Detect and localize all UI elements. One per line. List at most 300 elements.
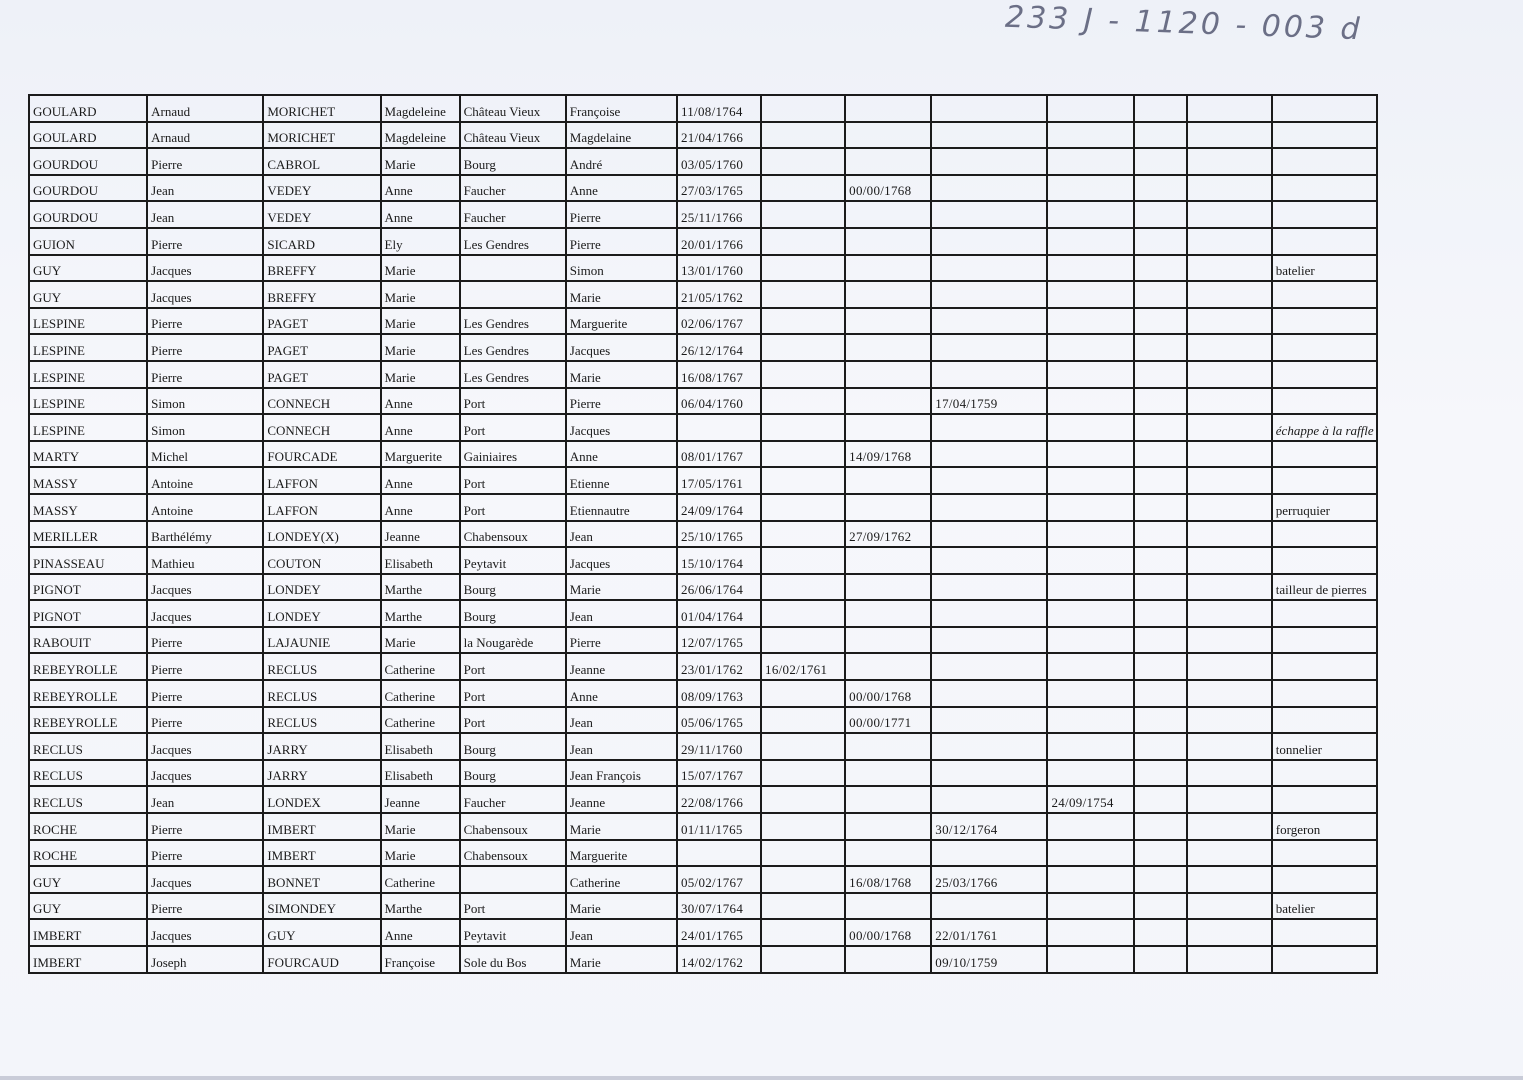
- cell-mother-firstname: Marguerite: [381, 441, 460, 468]
- cell-date-1: 27/03/1765: [677, 175, 761, 202]
- cell-date-5: [1047, 707, 1133, 734]
- cell-note: [1272, 760, 1377, 787]
- table-row: [29, 201, 1377, 228]
- cell-mother-surname: LONDEY: [263, 600, 380, 627]
- cell-child-firstname: Pierre: [566, 201, 677, 228]
- cell-date-2: [761, 840, 845, 867]
- cell-father-firstname: Pierre: [147, 893, 263, 920]
- cell-date-3: [845, 388, 931, 415]
- cell-father-surname: GOULARD: [29, 122, 147, 149]
- cell-mother-firstname: Anne: [381, 414, 460, 441]
- cell-date-2: [761, 467, 845, 494]
- cell-father-surname: MERILLER: [29, 521, 147, 548]
- cell-child-firstname: André: [566, 148, 677, 175]
- cell-father-firstname: Joseph: [147, 946, 263, 973]
- cell-date-3: [845, 600, 931, 627]
- table-row: [29, 361, 1377, 388]
- cell-place: Bourg: [460, 600, 566, 627]
- cell-father-surname: GOULARD: [29, 95, 147, 122]
- cell-extra-1: [1134, 467, 1187, 494]
- cell-place: Château Vieux: [460, 122, 566, 149]
- cell-extra-1: [1134, 122, 1187, 149]
- cell-date-4: [931, 467, 1047, 494]
- cell-extra-2: [1187, 840, 1272, 867]
- cell-date-2: [761, 414, 845, 441]
- cell-extra-2: [1187, 414, 1272, 441]
- cell-mother-surname: LAFFON: [263, 467, 380, 494]
- cell-father-firstname: Simon: [147, 414, 263, 441]
- cell-father-firstname: Jean: [147, 201, 263, 228]
- cell-date-5: [1047, 919, 1133, 946]
- cell-date-5: [1047, 840, 1133, 867]
- cell-date-4: [931, 733, 1047, 760]
- cell-mother-firstname: Marie: [381, 148, 460, 175]
- cell-child-firstname: Marie: [566, 813, 677, 840]
- cell-date-1: 16/08/1767: [677, 361, 761, 388]
- cell-mother-firstname: Ely: [381, 228, 460, 255]
- cell-extra-2: [1187, 919, 1272, 946]
- cell-mother-firstname: Elisabeth: [381, 760, 460, 787]
- cell-date-1: [677, 414, 761, 441]
- cell-extra-1: [1134, 521, 1187, 548]
- cell-mother-surname: IMBERT: [263, 840, 380, 867]
- cell-note: [1272, 680, 1377, 707]
- archive-reference: 233 J - 1120 - 003 d: [1004, 0, 1364, 48]
- cell-date-5: [1047, 308, 1133, 335]
- cell-date-4: [931, 361, 1047, 388]
- cell-date-1: 15/07/1767: [677, 760, 761, 787]
- cell-mother-firstname: Anne: [381, 175, 460, 202]
- cell-note: forgeron: [1272, 813, 1377, 840]
- cell-extra-2: [1187, 574, 1272, 601]
- cell-place: Peytavit: [460, 547, 566, 574]
- cell-child-firstname: Jacques: [566, 414, 677, 441]
- cell-date-5: [1047, 228, 1133, 255]
- cell-father-surname: MASSY: [29, 467, 147, 494]
- cell-extra-1: [1134, 228, 1187, 255]
- cell-father-surname: LESPINE: [29, 414, 147, 441]
- cell-child-firstname: Anne: [566, 680, 677, 707]
- cell-date-1: 13/01/1760: [677, 255, 761, 282]
- cell-mother-firstname: Marie: [381, 627, 460, 654]
- cell-mother-surname: COUTON: [263, 547, 380, 574]
- cell-child-firstname: Pierre: [566, 388, 677, 415]
- cell-note: [1272, 627, 1377, 654]
- cell-place: Chabensoux: [460, 521, 566, 548]
- cell-place: Les Gendres: [460, 361, 566, 388]
- cell-date-5: [1047, 414, 1133, 441]
- cell-date-5: [1047, 255, 1133, 282]
- cell-mother-surname: CONNECH: [263, 388, 380, 415]
- cell-note: [1272, 122, 1377, 149]
- cell-mother-surname: LAJAUNIE: [263, 627, 380, 654]
- cell-note: [1272, 653, 1377, 680]
- cell-extra-2: [1187, 786, 1272, 813]
- cell-father-surname: RABOUIT: [29, 627, 147, 654]
- cell-extra-1: [1134, 414, 1187, 441]
- cell-father-surname: ROCHE: [29, 813, 147, 840]
- cell-father-firstname: Pierre: [147, 334, 263, 361]
- cell-extra-2: [1187, 627, 1272, 654]
- table-row: [29, 281, 1377, 308]
- cell-mother-surname: LONDEX: [263, 786, 380, 813]
- cell-child-firstname: Marie: [566, 893, 677, 920]
- cell-note: tonnelier: [1272, 733, 1377, 760]
- cell-date-2: [761, 627, 845, 654]
- cell-mother-surname: SICARD: [263, 228, 380, 255]
- cell-mother-surname: MORICHET: [263, 122, 380, 149]
- cell-date-3: [845, 334, 931, 361]
- table-row: [29, 574, 1377, 601]
- cell-place: Port: [460, 388, 566, 415]
- cell-father-surname: GUY: [29, 893, 147, 920]
- cell-place: Peytavit: [460, 919, 566, 946]
- cell-date-2: [761, 919, 845, 946]
- cell-child-firstname: Magdelaine: [566, 122, 677, 149]
- cell-note: [1272, 786, 1377, 813]
- cell-date-2: [761, 201, 845, 228]
- cell-note: perruquier: [1272, 494, 1377, 521]
- cell-date-3: [845, 122, 931, 149]
- cell-father-surname: LESPINE: [29, 388, 147, 415]
- cell-date-3: 14/09/1768: [845, 441, 931, 468]
- cell-mother-surname: BREFFY: [263, 281, 380, 308]
- cell-mother-firstname: Catherine: [381, 707, 460, 734]
- cell-place: Chabensoux: [460, 840, 566, 867]
- cell-extra-1: [1134, 95, 1187, 122]
- cell-date-3: [845, 547, 931, 574]
- cell-extra-1: [1134, 308, 1187, 335]
- cell-father-firstname: Jacques: [147, 760, 263, 787]
- cell-date-4: [931, 653, 1047, 680]
- cell-date-3: [845, 148, 931, 175]
- cell-date-5: [1047, 680, 1133, 707]
- cell-date-5: [1047, 467, 1133, 494]
- cell-father-surname: GUY: [29, 255, 147, 282]
- table-row: [29, 813, 1377, 840]
- cell-child-firstname: Jean: [566, 733, 677, 760]
- cell-mother-surname: VEDEY: [263, 201, 380, 228]
- cell-date-2: 16/02/1761: [761, 653, 845, 680]
- cell-date-3: [845, 813, 931, 840]
- cell-note: [1272, 919, 1377, 946]
- cell-place: [460, 255, 566, 282]
- cell-father-firstname: Pierre: [147, 680, 263, 707]
- cell-place: [460, 866, 566, 893]
- table-row: [29, 600, 1377, 627]
- cell-date-2: [761, 281, 845, 308]
- cell-place: Port: [460, 893, 566, 920]
- cell-child-firstname: Jean: [566, 707, 677, 734]
- cell-date-1: 20/01/1766: [677, 228, 761, 255]
- cell-extra-1: [1134, 733, 1187, 760]
- cell-date-4: [931, 521, 1047, 548]
- cell-date-2: [761, 148, 845, 175]
- cell-date-1: 21/05/1762: [677, 281, 761, 308]
- cell-father-surname: MARTY: [29, 441, 147, 468]
- cell-date-1: 11/08/1764: [677, 95, 761, 122]
- register-body: [29, 95, 1377, 973]
- cell-father-firstname: Pierre: [147, 840, 263, 867]
- cell-date-1: 03/05/1760: [677, 148, 761, 175]
- cell-date-4: [931, 228, 1047, 255]
- cell-child-firstname: Marie: [566, 574, 677, 601]
- cell-place: Château Vieux: [460, 95, 566, 122]
- cell-mother-firstname: Anne: [381, 467, 460, 494]
- cell-mother-firstname: Marie: [381, 255, 460, 282]
- cell-extra-2: [1187, 680, 1272, 707]
- cell-date-5: 24/09/1754: [1047, 786, 1133, 813]
- cell-child-firstname: Jeanne: [566, 786, 677, 813]
- cell-father-surname: REBEYROLLE: [29, 680, 147, 707]
- cell-extra-1: [1134, 574, 1187, 601]
- cell-father-surname: RECLUS: [29, 760, 147, 787]
- cell-father-firstname: Simon: [147, 388, 263, 415]
- cell-mother-surname: JARRY: [263, 733, 380, 760]
- cell-date-2: [761, 813, 845, 840]
- cell-note: [1272, 148, 1377, 175]
- cell-date-3: 16/08/1768: [845, 866, 931, 893]
- cell-date-4: [931, 574, 1047, 601]
- cell-date-4: [931, 441, 1047, 468]
- cell-date-1: 05/06/1765: [677, 707, 761, 734]
- cell-note: batelier: [1272, 255, 1377, 282]
- cell-mother-firstname: Elisabeth: [381, 733, 460, 760]
- cell-note: [1272, 281, 1377, 308]
- cell-mother-firstname: Marie: [381, 361, 460, 388]
- cell-date-5: [1047, 733, 1133, 760]
- cell-date-2: [761, 760, 845, 787]
- cell-extra-2: [1187, 733, 1272, 760]
- baptism-register-table: [28, 94, 1378, 974]
- cell-date-1: 02/06/1767: [677, 308, 761, 335]
- cell-date-5: [1047, 893, 1133, 920]
- cell-father-firstname: Antoine: [147, 494, 263, 521]
- cell-date-2: [761, 228, 845, 255]
- cell-extra-1: [1134, 919, 1187, 946]
- cell-date-4: [931, 786, 1047, 813]
- cell-note: [1272, 467, 1377, 494]
- cell-note: [1272, 840, 1377, 867]
- cell-date-5: [1047, 334, 1133, 361]
- table-row: [29, 653, 1377, 680]
- cell-note: [1272, 201, 1377, 228]
- cell-mother-firstname: Françoise: [381, 946, 460, 973]
- cell-mother-firstname: Anne: [381, 201, 460, 228]
- cell-date-3: [845, 308, 931, 335]
- cell-father-firstname: Pierre: [147, 148, 263, 175]
- cell-extra-1: [1134, 760, 1187, 787]
- cell-date-3: 00/00/1768: [845, 680, 931, 707]
- cell-father-firstname: Jacques: [147, 866, 263, 893]
- table-row: [29, 175, 1377, 202]
- cell-date-5: [1047, 547, 1133, 574]
- cell-extra-1: [1134, 813, 1187, 840]
- cell-extra-1: [1134, 494, 1187, 521]
- cell-place: Gainiaires: [460, 441, 566, 468]
- cell-father-surname: LESPINE: [29, 334, 147, 361]
- cell-note: [1272, 334, 1377, 361]
- cell-place: Port: [460, 414, 566, 441]
- cell-date-2: [761, 95, 845, 122]
- cell-date-2: [761, 334, 845, 361]
- cell-extra-2: [1187, 148, 1272, 175]
- cell-place: Sole du Bos: [460, 946, 566, 973]
- cell-extra-2: [1187, 95, 1272, 122]
- cell-extra-1: [1134, 866, 1187, 893]
- cell-mother-firstname: Jeanne: [381, 786, 460, 813]
- cell-date-3: [845, 574, 931, 601]
- cell-father-firstname: Pierre: [147, 707, 263, 734]
- cell-date-2: [761, 600, 845, 627]
- cell-note: [1272, 175, 1377, 202]
- cell-date-3: 00/00/1771: [845, 707, 931, 734]
- table-row: [29, 627, 1377, 654]
- cell-date-5: [1047, 175, 1133, 202]
- cell-mother-firstname: Catherine: [381, 866, 460, 893]
- cell-extra-1: [1134, 281, 1187, 308]
- cell-mother-firstname: Magdeleine: [381, 95, 460, 122]
- cell-father-surname: PIGNOT: [29, 574, 147, 601]
- cell-date-1: 06/04/1760: [677, 388, 761, 415]
- cell-extra-1: [1134, 441, 1187, 468]
- cell-extra-1: [1134, 653, 1187, 680]
- cell-place: Faucher: [460, 786, 566, 813]
- cell-date-3: [845, 653, 931, 680]
- cell-father-surname: REBEYROLLE: [29, 653, 147, 680]
- cell-date-4: [931, 95, 1047, 122]
- cell-father-firstname: Jacques: [147, 600, 263, 627]
- cell-extra-1: [1134, 334, 1187, 361]
- cell-child-firstname: Jean: [566, 919, 677, 946]
- cell-date-3: [845, 627, 931, 654]
- table-row: [29, 786, 1377, 813]
- cell-date-3: [845, 228, 931, 255]
- cell-extra-2: [1187, 201, 1272, 228]
- cell-mother-firstname: Jeanne: [381, 521, 460, 548]
- cell-father-surname: GOURDOU: [29, 201, 147, 228]
- cell-date-5: [1047, 627, 1133, 654]
- cell-date-5: [1047, 122, 1133, 149]
- cell-mother-surname: RECLUS: [263, 707, 380, 734]
- table-row: [29, 122, 1377, 149]
- cell-date-4: 25/03/1766: [931, 866, 1047, 893]
- cell-date-5: [1047, 95, 1133, 122]
- cell-date-1: 01/11/1765: [677, 813, 761, 840]
- cell-place: Bourg: [460, 760, 566, 787]
- cell-date-1: 24/01/1765: [677, 919, 761, 946]
- cell-date-3: [845, 760, 931, 787]
- cell-mother-firstname: Marie: [381, 281, 460, 308]
- cell-date-1: 21/04/1766: [677, 122, 761, 149]
- cell-father-firstname: Jacques: [147, 733, 263, 760]
- cell-father-surname: GUY: [29, 866, 147, 893]
- cell-date-5: [1047, 441, 1133, 468]
- cell-date-4: [931, 494, 1047, 521]
- cell-date-1: 14/02/1762: [677, 946, 761, 973]
- cell-date-4: [931, 308, 1047, 335]
- cell-date-2: [761, 122, 845, 149]
- cell-note: [1272, 95, 1377, 122]
- cell-mother-firstname: Marthe: [381, 574, 460, 601]
- cell-date-3: [845, 201, 931, 228]
- cell-date-5: [1047, 813, 1133, 840]
- cell-mother-surname: BONNET: [263, 866, 380, 893]
- cell-date-4: [931, 893, 1047, 920]
- cell-extra-2: [1187, 946, 1272, 973]
- cell-date-3: [845, 946, 931, 973]
- cell-date-2: [761, 946, 845, 973]
- table-row: [29, 547, 1377, 574]
- cell-mother-surname: GUY: [263, 919, 380, 946]
- cell-father-surname: IMBERT: [29, 919, 147, 946]
- cell-date-3: [845, 414, 931, 441]
- cell-mother-firstname: Catherine: [381, 653, 460, 680]
- cell-father-firstname: Jacques: [147, 281, 263, 308]
- table-row: [29, 95, 1377, 122]
- cell-extra-2: [1187, 308, 1272, 335]
- table-row: [29, 707, 1377, 734]
- cell-date-5: [1047, 600, 1133, 627]
- cell-father-firstname: Pierre: [147, 308, 263, 335]
- cell-date-1: 26/06/1764: [677, 574, 761, 601]
- cell-extra-1: [1134, 600, 1187, 627]
- cell-date-4: 17/04/1759: [931, 388, 1047, 415]
- cell-mother-firstname: Magdeleine: [381, 122, 460, 149]
- cell-mother-firstname: Elisabeth: [381, 547, 460, 574]
- table-row: [29, 308, 1377, 335]
- cell-child-firstname: Marguerite: [566, 308, 677, 335]
- cell-father-firstname: Pierre: [147, 627, 263, 654]
- cell-father-surname: REBEYROLLE: [29, 707, 147, 734]
- cell-date-5: [1047, 574, 1133, 601]
- cell-date-1: 23/01/1762: [677, 653, 761, 680]
- cell-date-5: [1047, 866, 1133, 893]
- cell-date-2: [761, 893, 845, 920]
- cell-extra-2: [1187, 255, 1272, 282]
- cell-extra-1: [1134, 175, 1187, 202]
- cell-child-firstname: Françoise: [566, 95, 677, 122]
- cell-child-firstname: Marie: [566, 281, 677, 308]
- cell-date-5: [1047, 361, 1133, 388]
- cell-place: Port: [460, 494, 566, 521]
- cell-date-3: [845, 255, 931, 282]
- cell-extra-1: [1134, 680, 1187, 707]
- cell-date-3: 00/00/1768: [845, 175, 931, 202]
- cell-extra-2: [1187, 707, 1272, 734]
- cell-mother-surname: MORICHET: [263, 95, 380, 122]
- cell-place: Port: [460, 467, 566, 494]
- cell-extra-2: [1187, 600, 1272, 627]
- cell-mother-surname: RECLUS: [263, 653, 380, 680]
- cell-date-4: [931, 148, 1047, 175]
- cell-note: [1272, 228, 1377, 255]
- cell-date-4: [931, 414, 1047, 441]
- table-row: [29, 441, 1377, 468]
- cell-father-firstname: Jacques: [147, 574, 263, 601]
- table-row: [29, 255, 1377, 282]
- cell-father-surname: GUY: [29, 281, 147, 308]
- cell-date-5: [1047, 494, 1133, 521]
- cell-date-2: [761, 521, 845, 548]
- cell-child-firstname: Anne: [566, 175, 677, 202]
- cell-date-1: 12/07/1765: [677, 627, 761, 654]
- cell-father-surname: IMBERT: [29, 946, 147, 973]
- cell-date-1: 26/12/1764: [677, 334, 761, 361]
- cell-mother-firstname: Catherine: [381, 680, 460, 707]
- cell-date-3: [845, 494, 931, 521]
- cell-date-2: [761, 255, 845, 282]
